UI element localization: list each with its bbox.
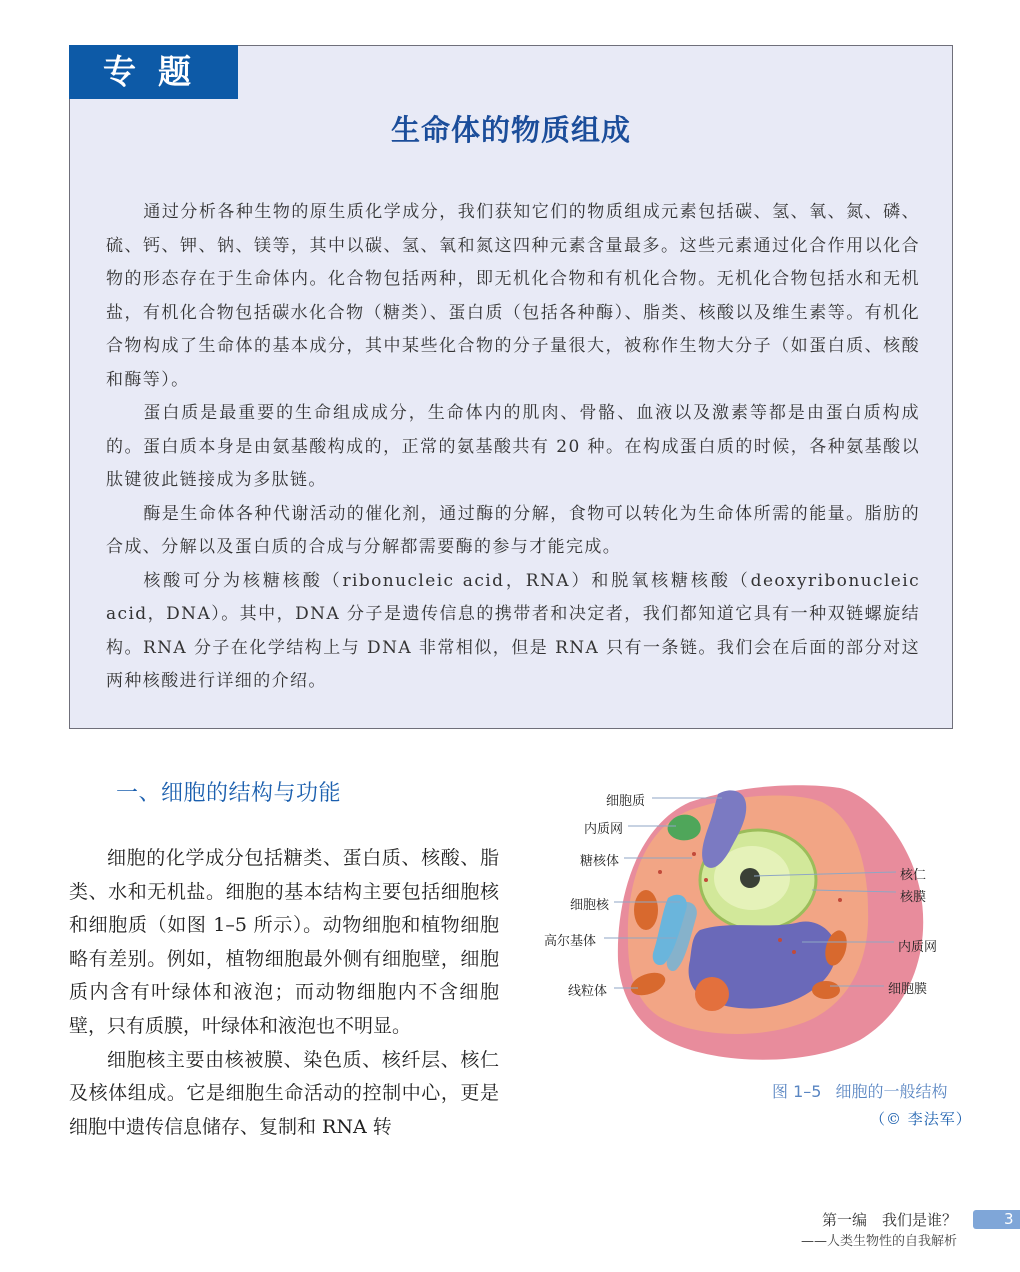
feature-tag: 专题: [69, 45, 238, 99]
section-body: [69, 842, 499, 1144]
feature-title: 生命体的物质组成: [390, 113, 631, 147]
feature-paragraph: 蛋白质是最重要的生命组成成分，生命体内的肌肉、骨骼、血液以及激素等都是由蛋白质构成的。蛋白质本身是由氨基酸构成的，正常的氨基酸共有 20 种。在构成蛋白质的时候，各种氨基酸以肽键彼此链接成为多肽链。: [106, 403, 920, 490]
label-ribosome: 糖核体: [580, 854, 620, 869]
figure-caption: [772, 1079, 947, 1102]
caption-number: 图 1–5: [772, 1082, 822, 1101]
label-er-left: 内质网: [584, 822, 624, 837]
body-paragraph: 细胞核主要由核被膜、染色质、核纤层、核仁及核体组成。它是细胞生命活动的控制中心，更是细胞中遗传信息储存、复制和 RNA 转: [69, 1048, 499, 1138]
label-nucleolus: 核仁: [900, 868, 927, 883]
figure-credit: （© 李法军）: [870, 1110, 972, 1128]
nucleolus-shape: [740, 868, 760, 888]
label-golgi: 高尔基体: [544, 934, 597, 949]
label-er-right: 内质网: [898, 940, 938, 955]
label-nuclear-membrane: 核膜: [900, 890, 927, 905]
feature-body: [106, 196, 920, 699]
caption-text: 细胞的一般结构: [835, 1082, 948, 1101]
label-cytoplasm: 细胞质: [606, 794, 646, 809]
section-title: 一、细胞的结构与功能: [116, 781, 342, 806]
body-paragraph: 细胞的化学成分包括糖类、蛋白质、核酸、脂类、水和无机盐。细胞的基本结构主要包括细胞核和细胞质（如图 1–5 所示）。动物细胞和植物细胞略有差别。例如，植物细胞最外侧有细胞壁，细胞质内含有叶绿体和液泡；而动物细胞内不含细胞壁，只有质膜，叶绿体和液泡也不明显。: [69, 847, 499, 1037]
feature-paragraph: 通过分析各种生物的原生质化学成分，我们获知它们的物质组成元素包括碳、氢、氧、氮、磷、硫、钙、钾、钠、镁等，其中以碳、氢、氧和氮这四种元素含量最多。这些元素通过化合作用以化合物的形态存在于生命体内。化合物包括两种，即无机化合物和有机化合物。无机化合物包括水和无机盐，有机化合物包括碳水化合物（糖类）、蛋白质（包括各种酶）、脂类、核酸以及维生素等。有机化合物构成了生命体的基本成分，其中某些化合物的分子量很大，被称作生物大分子（如蛋白质、核酸和酶等）。: [106, 202, 920, 390]
feature-paragraph: 核酸可分为核糖核酸（ribonucleic acid，RNA）和脱氧核糖核酸（deoxyribonucleic acid，DNA）。其中，DNA 分子是遗传信息的携带者和决定者，我们都知道它具有一种双链螺旋结构。RNA 分子在化学结构上与 DNA 非常相似，但是 RNA 只有一条链。我们会在后面的部分对这两种核酸进行详细的介绍。: [106, 570, 920, 691]
footer-subtitle: ——人类生物性的自我解析: [800, 1234, 957, 1249]
page-number: 3: [973, 1210, 1020, 1229]
feature-box: [69, 45, 953, 729]
feature-paragraph: 酶是生命体各种代谢活动的催化剂，通过酶的分解，食物可以转化为生命体所需的能量。脂肪的合成、分解以及蛋白质的合成与分解都需要酶的参与才能完成。: [106, 503, 920, 557]
footer-part-title: 第一编 我们是谁？: [821, 1211, 957, 1229]
label-mitochondria: 线粒体: [568, 984, 608, 999]
label-cell-membrane: 细胞膜: [888, 982, 928, 997]
label-nucleus: 细胞核: [570, 898, 610, 913]
cell-diagram-figure: [540, 780, 960, 1060]
